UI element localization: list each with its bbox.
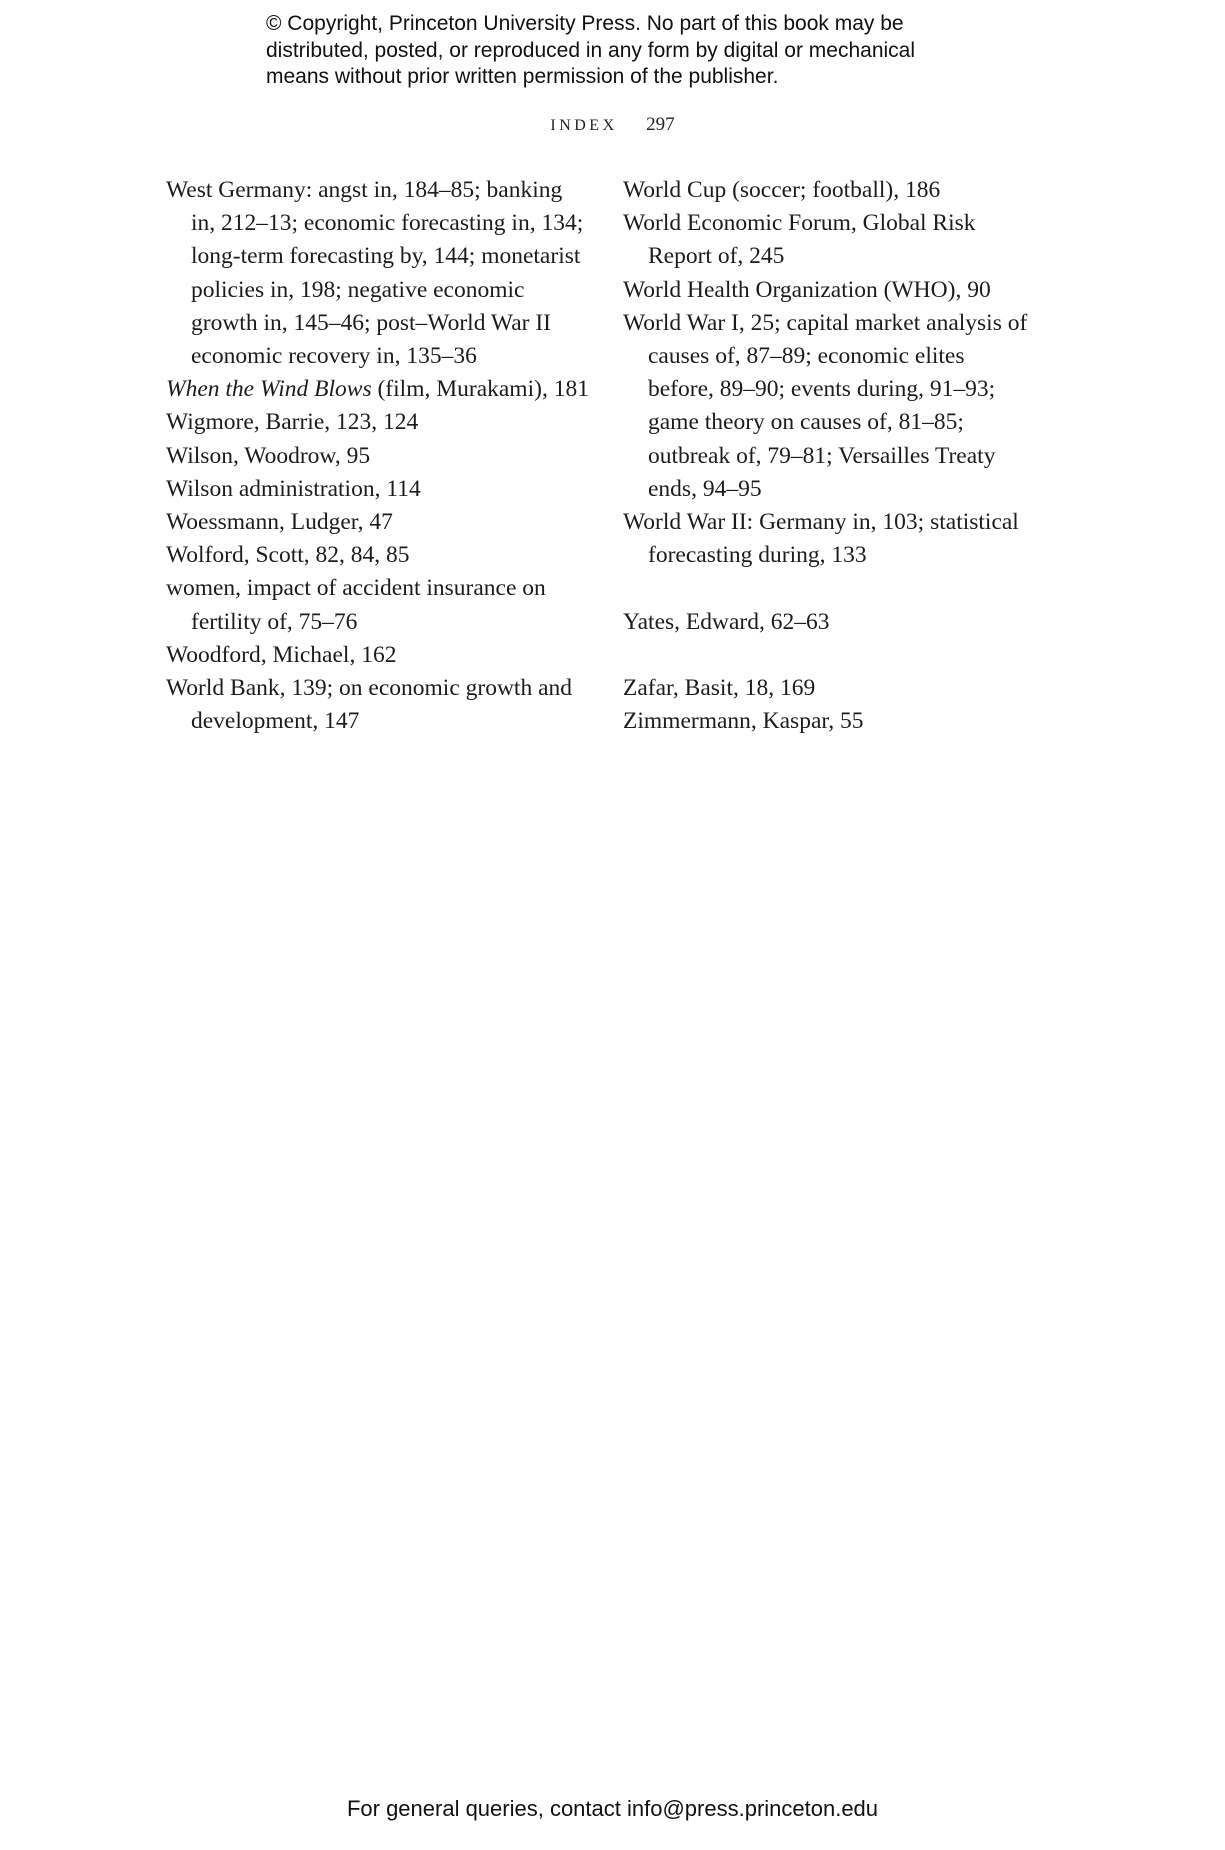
index-entry-line: Wilson, Woodrow, 95 — [166, 442, 371, 469]
index-entry — [166, 406, 586, 439]
index-entry — [166, 639, 586, 672]
index-entry-line: game theory on causes of, 81–85; — [648, 409, 964, 436]
index-entry — [166, 672, 586, 738]
index-entry-line: causes of, 87–89; economic elites — [648, 343, 965, 370]
index-column-right — [623, 174, 1043, 738]
index-entry-line: Wolford, Scott, 82, 84, 85 — [166, 542, 410, 569]
index-entry-text: (film, Murakami), 181 — [371, 376, 589, 403]
index-entry — [623, 606, 1043, 639]
index-entry-line: Yates, Edward, 62–63 — [623, 608, 830, 635]
index-entry-line: World Health Organization (WHO), 90 — [623, 276, 991, 303]
index-entry-line: West Germany: angst in, 184–85; banking — [166, 177, 563, 203]
index-entry — [166, 473, 586, 506]
index-column-left — [166, 174, 589, 738]
index-entry-line: growth in, 145–46; post–World War II — [191, 309, 551, 336]
page-number: 297 — [646, 114, 675, 135]
index-entry-line: World Cup (soccer; football), 186 — [623, 177, 941, 203]
footer-contact: For general queries, contact info@press.princeton.edu — [346, 1796, 879, 1821]
index-entry-line: in, 212–13; economic forecasting in, 134; — [191, 210, 584, 237]
running-head — [0, 114, 1225, 136]
index-entry — [623, 207, 1043, 273]
copyright-line: distributed, posted, or reproduced in any form by digital or mechanical — [266, 38, 916, 62]
work-title: When the Wind Blows — [166, 376, 372, 403]
letter-group-divider — [623, 639, 1043, 672]
index-entry-line: Zafar, Basit, 18, 169 — [623, 675, 816, 702]
index-entry — [623, 174, 1043, 207]
index-entry-line: Woessmann, Ludger, 47 — [166, 509, 393, 536]
index-entry-line: World Bank, 139; on economic growth and — [166, 675, 573, 702]
copyright-line: means without prior written permission of the publisher. — [266, 65, 779, 88]
index-entry-line: outbreak of, 79–81; Versailles Treaty — [648, 442, 996, 469]
index-entry-line: World War I, 25; capital market analysis of — [623, 309, 1028, 336]
index-entry — [623, 672, 1043, 705]
index-entry — [623, 307, 1043, 506]
index-entry-line: policies in, 198; negative economic — [191, 276, 525, 303]
index-entry — [166, 373, 589, 406]
index-entry-line: before, 89–90; events during, 91–93; — [648, 376, 996, 403]
index-entry-line: forecasting during, 133 — [648, 542, 867, 569]
index-entry-line: development, 147 — [191, 708, 360, 735]
index-entry-line: Report of, 245 — [648, 243, 785, 270]
letter-group-divider — [623, 572, 1043, 605]
index-entry-line: fertility of, 75–76 — [191, 608, 358, 635]
index-entry-line: Wigmore, Barrie, 123, 124 — [166, 409, 419, 436]
copyright-line: © Copyright, Princeton University Press. No part of this book may be — [266, 12, 904, 35]
index-entry — [166, 174, 586, 373]
index-entry-line: economic recovery in, 135–36 — [191, 343, 477, 370]
index-entry-line: World Economic Forum, Global Risk — [623, 210, 976, 237]
index-entry-line: Woodford, Michael, 162 — [166, 641, 397, 668]
index-entry — [166, 440, 586, 473]
index-entry-line: women, impact of accident insurance on — [166, 575, 546, 602]
index-entry — [623, 506, 1043, 572]
index-entry-line: Zimmermann, Kaspar, 55 — [623, 708, 864, 735]
index-entry — [623, 274, 1043, 307]
running-head-label: INDEX — [550, 117, 618, 134]
copyright-notice — [266, 11, 1026, 91]
index-entry — [166, 506, 586, 539]
index-entry — [623, 705, 1043, 738]
index-entry — [166, 572, 586, 638]
index-entry-line: ends, 94–95 — [648, 475, 762, 502]
index-entry-line: World War II: Germany in, 103; statistical — [623, 509, 1019, 536]
index-entry — [166, 539, 586, 572]
index-entry-line: Wilson administration, 114 — [166, 475, 421, 502]
index-entry-line: long-term forecasting by, 144; monetarist — [191, 243, 581, 270]
